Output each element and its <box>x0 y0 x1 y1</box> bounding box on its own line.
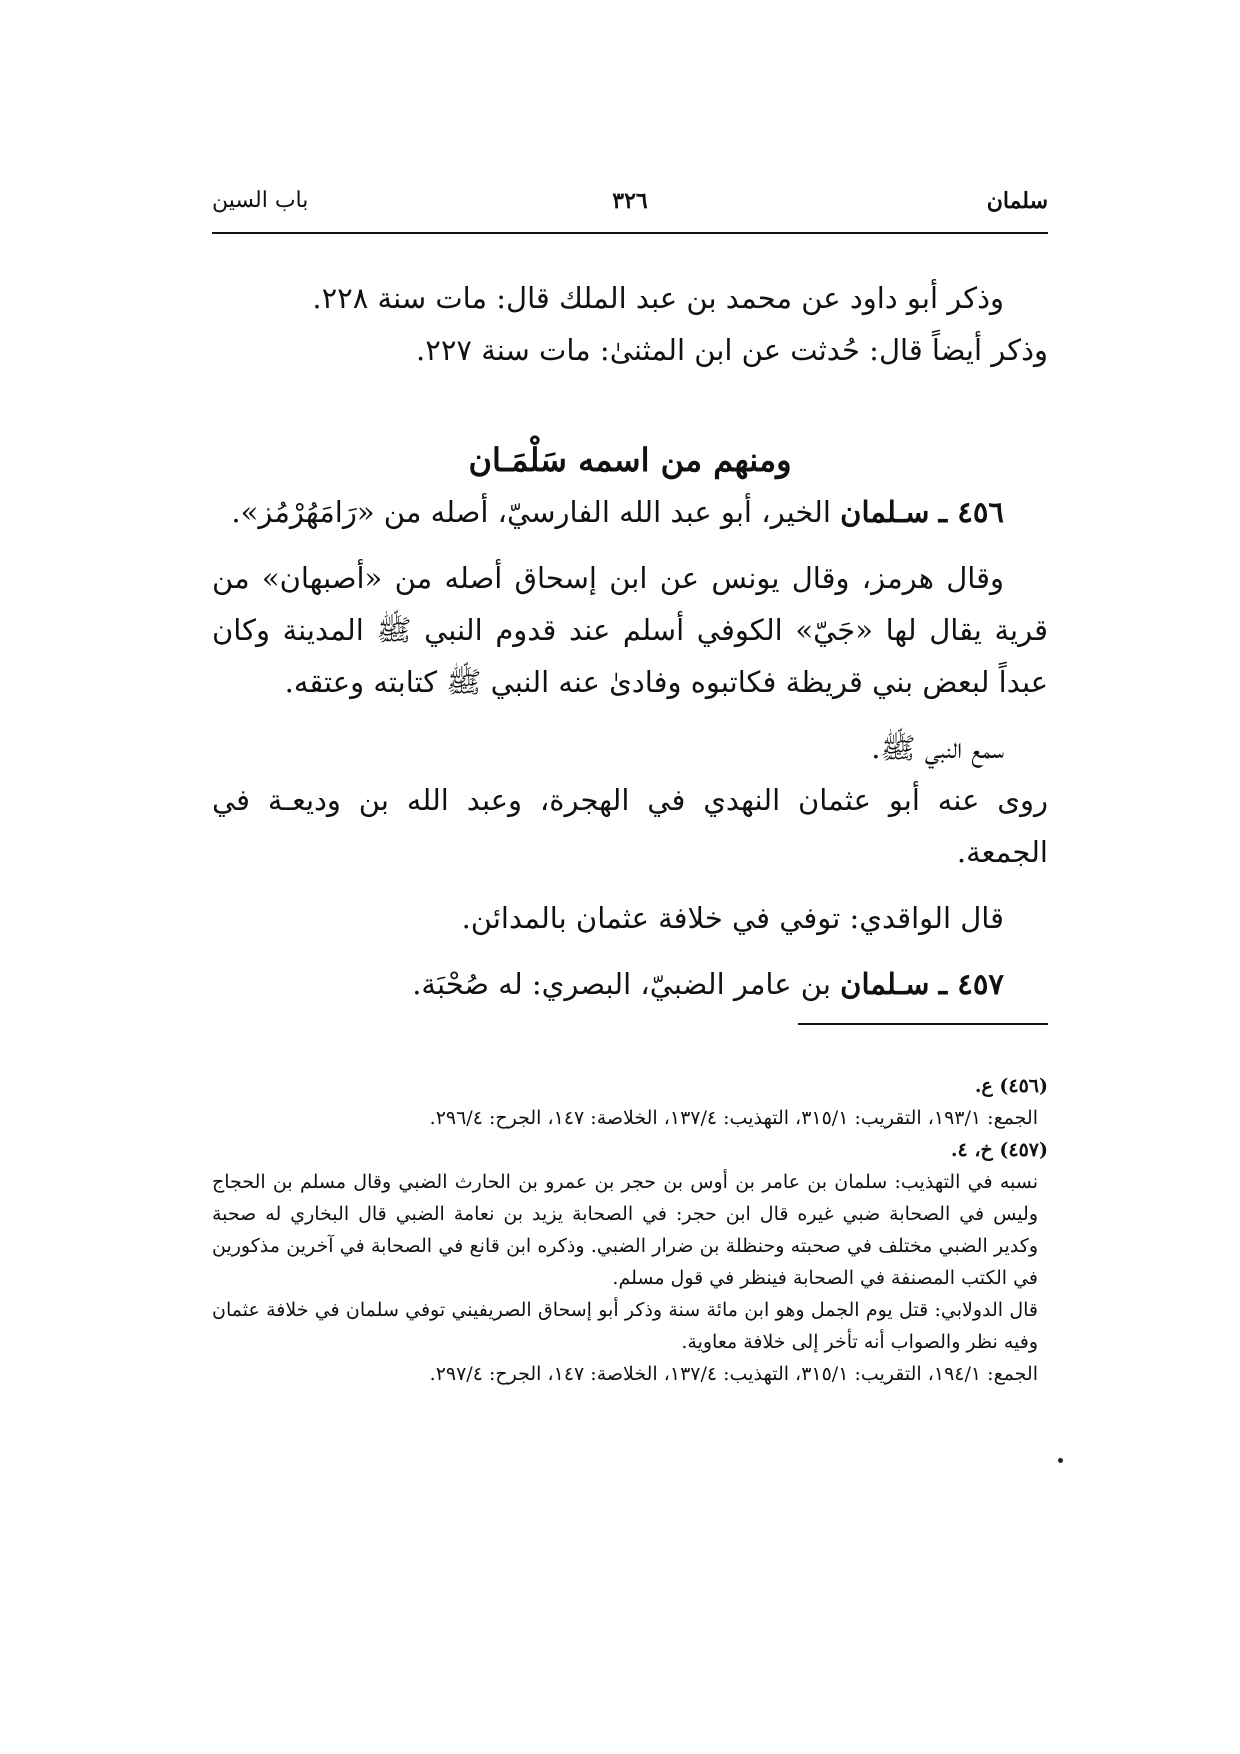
footnotes <box>212 1070 1048 1390</box>
section-title: ومنهم من اسمه سَلْمَـان <box>468 441 792 479</box>
text-line: وذكر أبو داود عن محمد بن عبد الملك قال: مات سنة ٢٢٨. <box>312 281 1004 315</box>
text-line: وذكر أيضاً قال: حُدثت عن ابن المثنىٰ: مات سنة ٢٢٧. <box>416 333 1048 367</box>
footnote-text-457: قال الدولابي: قتل يوم الجمل وهو ابن مائة سنة وذكر أبو إسحاق الصريفيني توفي سلمان في خلافة عثمان وفيه نظر والصواب أنه تأخر إلى خلافة معاوية. <box>212 1299 1038 1353</box>
footnote-text-457: نسبه في التهذيب: سلمان بن عامر بن أوس بن حجر بن عمرو بن الحارث الضبي وقال مسلم بن الحجاج وليس في الصحابة ضبي غيره قال ابن حجر: في الصحابة يزيد بن نعامة الضبي قال البخاري له صحبة وكدير الضبي مختلف في صحبته وحنظلة بن ضرار الضبي. وذكره ابن قانع في الصحابة في آخرين مذكورين في الكتب المصنفة في الصحابة فينظر في قول مسلم. <box>212 1171 1038 1289</box>
header-rule <box>212 232 1048 234</box>
scan-speck <box>1058 1458 1063 1463</box>
page-header <box>212 188 1048 228</box>
entry-text: الخير، أبو عبد الله الفارسيّ، أصله من «رَامَهُرْمُز». <box>231 495 831 529</box>
paragraph: وقال هرمز، وقال يونس عن ابن إسحاق أصله من «أصبهان» من قرية يقال لها «جَيّ» الكوفي أسلم عند قدوم النبي ﷺ المدينة وكان عبداً لبعض بني قريظة فكاتبوه وفادىٰ عنه النبي ﷺ كتابته وعتقه. <box>212 561 1048 699</box>
footnote-refs-457: الجمع: ١٩٤/١، التقريب: ٣١٥/١، التهذيب: ١٣٧/٤، الخلاصة: ١٤٧، الجرح: ٢٩٧/٤. <box>429 1363 1038 1385</box>
entry-457 <box>212 958 1048 1010</box>
paragraph: روى عنه أبو عثمان النهدي في الهجرة، وعبد الله بن وديعـة في الجمعة. <box>212 783 1048 869</box>
footnote-rule <box>798 1023 1048 1025</box>
page-number: ٣٢٦ <box>612 188 648 214</box>
running-head-chapter: باب السين <box>212 188 309 213</box>
paragraph: قال الواقدي: توفي في خلافة عثمان بالمدائن. <box>461 901 1004 935</box>
entry-number: ٤٥٦ ـ <box>938 495 1004 529</box>
footnote-refs-456: الجمع: ١٩٣/١، التقريب: ٣١٥/١، التهذيب: ١٣٧/٤، الخلاصة: ١٤٧، الجرح: ٢٩٦/٤. <box>429 1107 1038 1129</box>
footnote-head-457: (٤٥٧) خ، ٤. <box>950 1139 1048 1161</box>
entry-number: ٤٥٧ ـ <box>938 967 1004 1001</box>
entry-text: بن عامر الضبيّ، البصري: له صُحْبَة. <box>412 967 831 1001</box>
entry-name: سـلمان <box>840 495 930 529</box>
main-text <box>212 272 1048 1010</box>
paragraph: سمع النبي ﷺ. <box>871 731 1004 765</box>
entry-456 <box>212 486 1048 538</box>
entry-name: سـلمان <box>840 967 930 1001</box>
running-head-entry: سلمان <box>986 188 1048 214</box>
footnote-head-456: (٤٥٦) ع. <box>974 1075 1048 1097</box>
